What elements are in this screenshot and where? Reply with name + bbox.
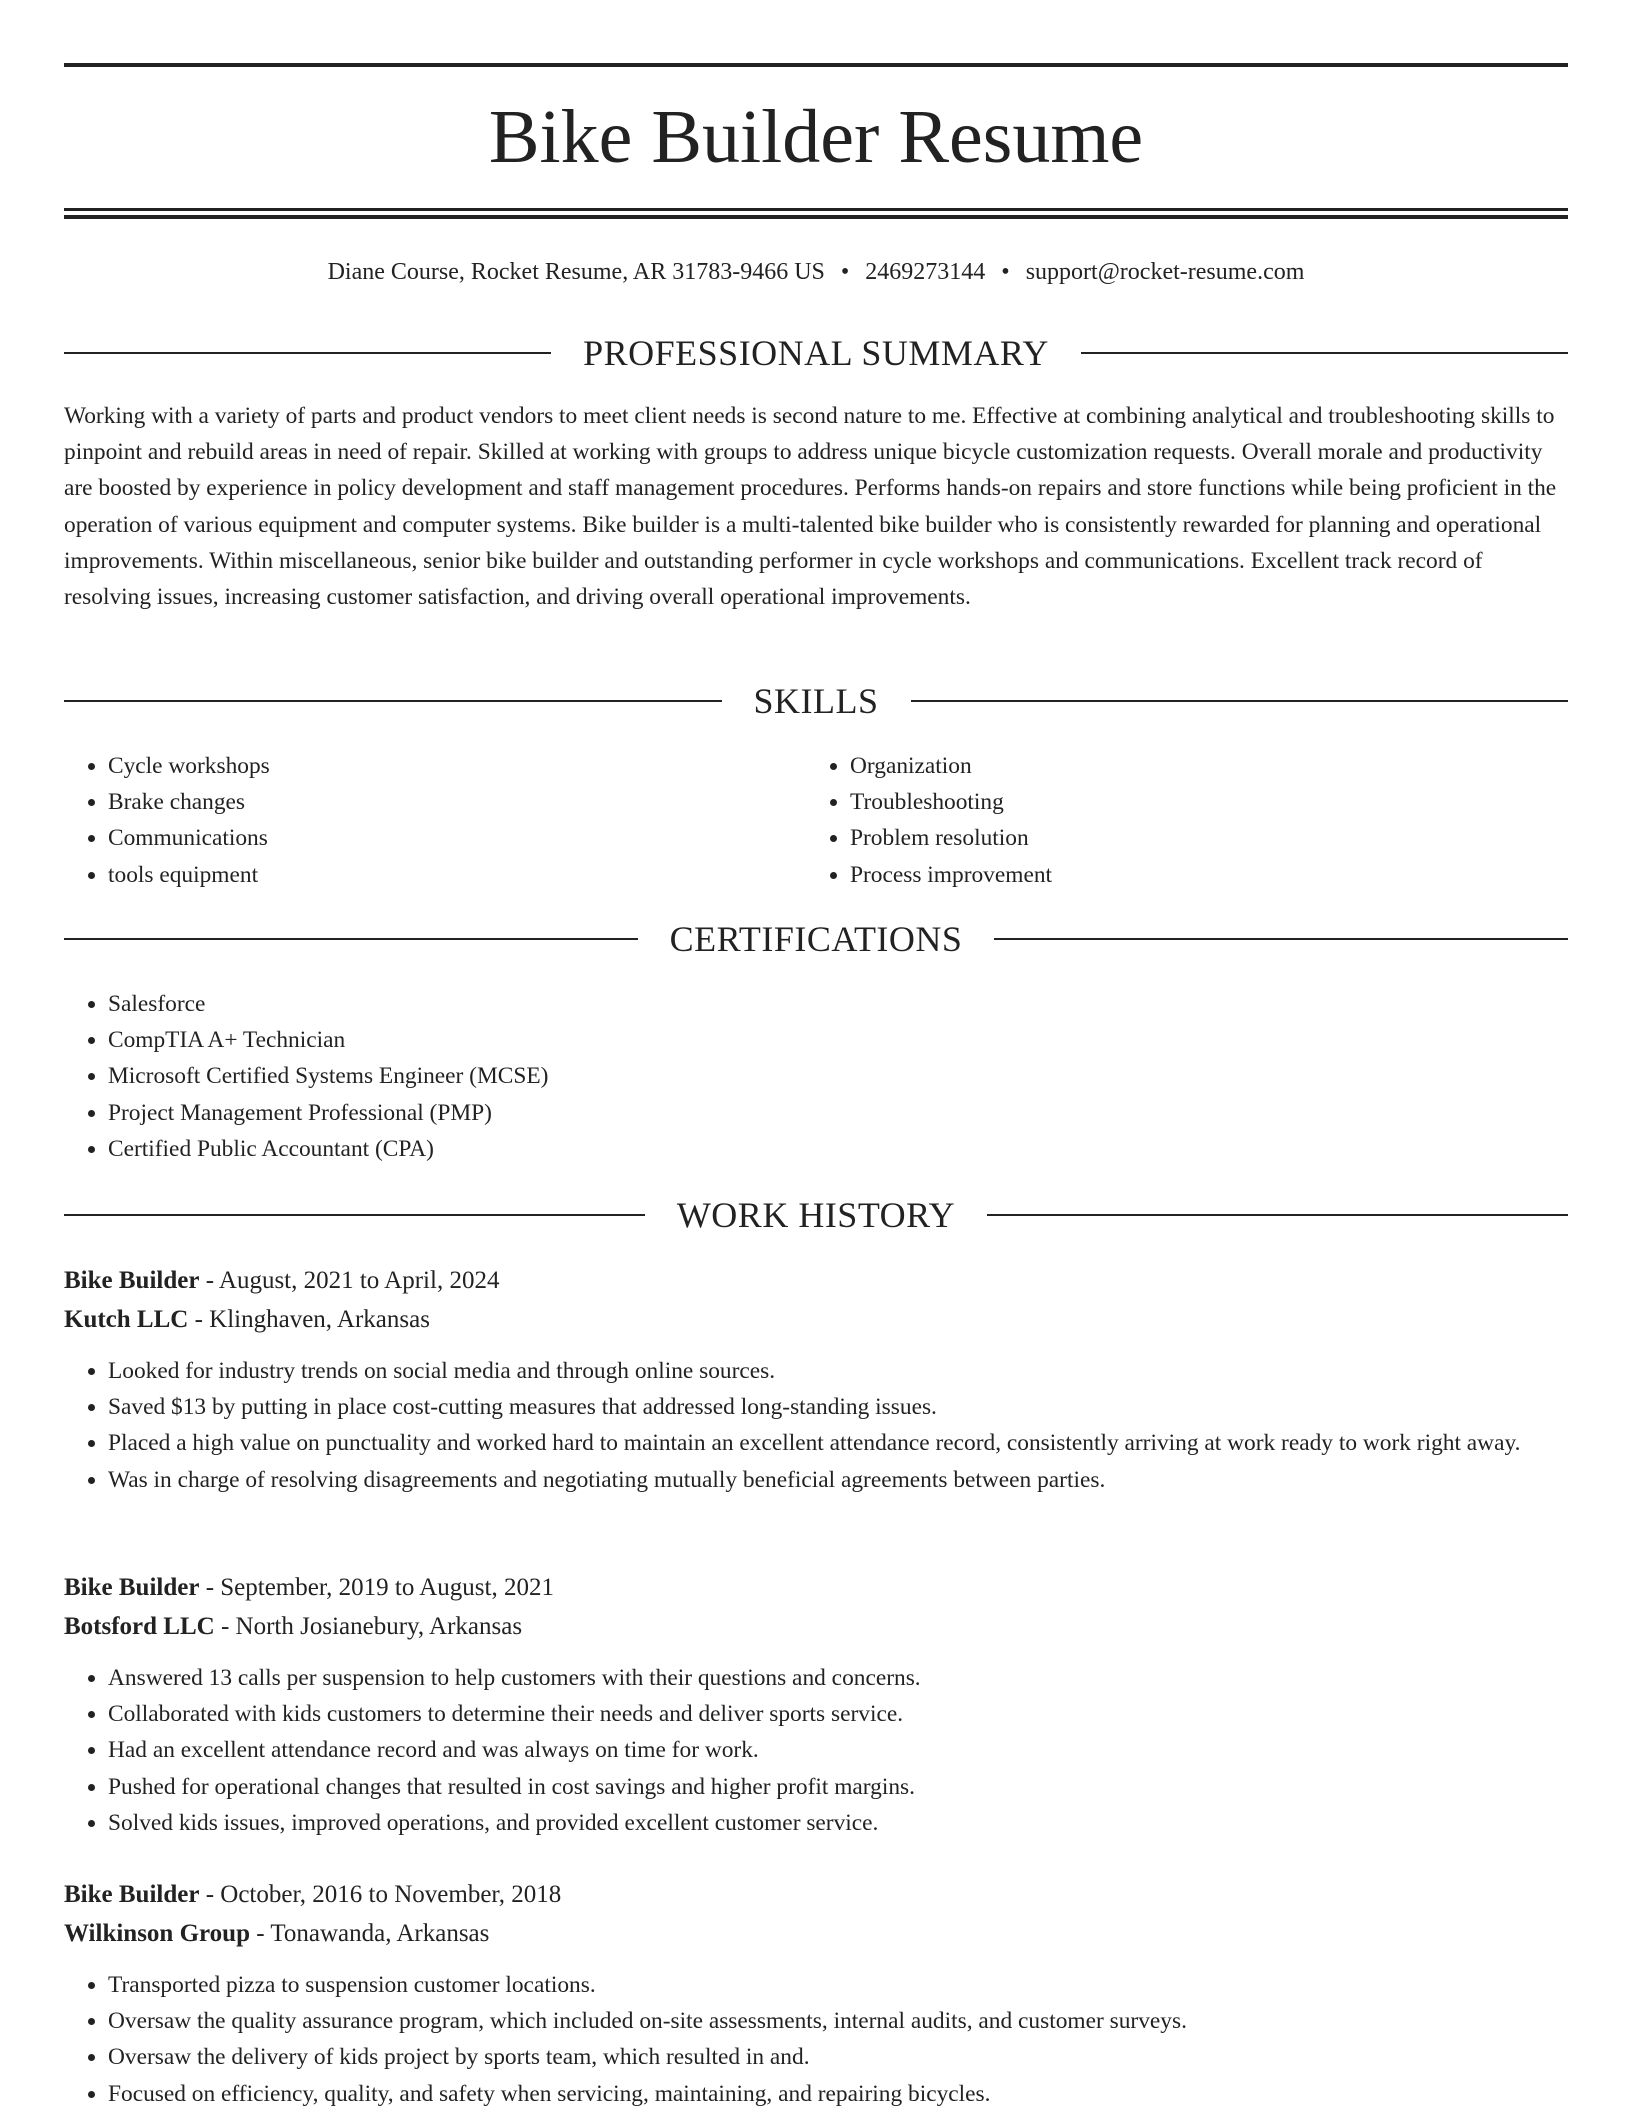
skill-item: • Troubleshooting [850, 784, 1548, 820]
job-bullets [64, 1353, 1568, 1498]
job-bullet: • Was in charge of resolving disagreements and negotiating mutually beneficial agreements between parties. [108, 1462, 1568, 1498]
header-double-rule-upper [64, 208, 1568, 211]
job-bullet: • Transported pizza to suspension customer locations. [108, 1967, 1568, 2003]
resume-title: Bike Builder Resume [488, 95, 1144, 179]
job-bullet: • Saved $13 by putting in place cost-cutting measures that addressed long-standing issues. [108, 1389, 1568, 1425]
work-history-heading: WORK HISTORY [676, 1195, 956, 1235]
certification-item: • Microsoft Certified Systems Engineer (MCSE) [108, 1058, 1568, 1094]
skills-section-heading [64, 681, 1568, 721]
contact-line [64, 254, 1568, 290]
job-bullet: • Solved kids issues, improved operations, and provided excellent customer service. [108, 1805, 1568, 1841]
job-bullet: • Placed a high value on punctuality and worked hard to maintain an excellent attendance record, consistently arriving at work ready to work right away. [108, 1425, 1568, 1461]
job-bullets [64, 1660, 1568, 1841]
certification-item: • CompTIA A+ Technician [108, 1022, 1568, 1058]
job-title-line [64, 1568, 1568, 1607]
job-dates: - September, 2019 to August, 2021 [199, 1574, 554, 1601]
summary-heading: PROFESSIONAL SUMMARY [583, 333, 1049, 373]
job-entry [64, 1875, 1568, 2112]
job-bullet: • Pushed for operational changes that resulted in cost savings and higher profit margins. [108, 1769, 1568, 1805]
summary-text: Working with a variety of parts and product vendors to meet client needs is second nature to me. Effective at combining analytical and troubleshooting skills to pinpoint and rebuild areas in need of repair. Skilled at working with groups to address unique bicycle customization requests. Overall morale and productivity are boosted by experience in policy development and staff management procedures. Performs hands-on repairs and store functions while being proficient in the operation of various equipment and computer systems. Bike builder is a multi-talented bike builder who is consistently rewarded for planning and operational improvements. Within miscellaneous, senior bike builder and outstanding performer in cycle workshops and communications. Excellent track record of resolving issues, increasing customer satisfaction, and driving overall operational improvements. [64, 403, 1557, 611]
job-company-line [64, 1607, 1568, 1646]
job-company: Wilkinson Group [64, 1920, 250, 1947]
certification-item: • Salesforce [108, 986, 1568, 1022]
heading-rule-right [987, 1214, 1568, 1216]
header-double-rule-lower [64, 215, 1568, 219]
skills-list [64, 748, 1568, 893]
summary-section-heading [64, 333, 1568, 373]
skill-item: • Process improvement [850, 857, 1548, 893]
skill-item: • Problem resolution [850, 820, 1548, 856]
contact-address: Diane Course, Rocket Resume, AR 31783-9466 US [327, 259, 825, 285]
heading-rule-right [994, 938, 1568, 940]
contact-email: support@rocket-resume.com [1025, 259, 1305, 285]
certification-item: • Certified Public Accountant (CPA) [108, 1131, 1568, 1167]
certifications-heading: CERTIFICATIONS [669, 919, 963, 959]
job-bullet: • Focused on efficiency, quality, and safety when servicing, maintaining, and repairing bicycles. [108, 2076, 1568, 2112]
certifications-section-heading [64, 919, 1568, 959]
job-bullet: • Oversaw the delivery of kids project by sports team, which resulted in and. [108, 2039, 1568, 2075]
certifications-list [64, 986, 1568, 1167]
job-title-line [64, 1261, 1568, 1300]
job-title: Bike Builder [64, 1881, 200, 1908]
job-bullet: • Collaborated with kids customers to determine their needs and deliver sports service. [108, 1696, 1568, 1732]
heading-rule-left [64, 700, 722, 702]
job-bullet: • Oversaw the quality assurance program, which included on-site assessments, internal audits, and customer surveys. [108, 2003, 1568, 2039]
job-bullet: • Looked for industry trends on social media and through online sources. [108, 1353, 1568, 1389]
job-bullet: • Answered 13 calls per suspension to help customers with their questions and concerns. [108, 1660, 1568, 1696]
heading-rule-left [64, 1214, 645, 1216]
skills-column-left [64, 748, 806, 893]
skills-heading: SKILLS [753, 681, 879, 721]
job-company: Botsford LLC [64, 1613, 215, 1640]
job-title: Bike Builder [64, 1267, 200, 1294]
heading-rule-left [64, 938, 638, 940]
skills-column-right [806, 748, 1548, 893]
job-company: Kutch LLC [64, 1306, 189, 1333]
job-dates: - August, 2021 to April, 2024 [199, 1267, 500, 1294]
job-title-line [64, 1875, 1568, 1914]
skill-item: • Brake changes [108, 784, 806, 820]
contact-separator: • [1001, 259, 1010, 285]
job-dates: - October, 2016 to November, 2018 [199, 1881, 562, 1908]
heading-rule-right [911, 700, 1569, 702]
job-company-line [64, 1914, 1568, 1953]
job-company-line [64, 1300, 1568, 1339]
job-location: - North Josianebury, Arkansas [214, 1613, 523, 1640]
job-bullet: • Had an excellent attendance record and was always on time for work. [108, 1732, 1568, 1768]
contact-phone: 2469273144 [865, 259, 986, 285]
job-entry [64, 1568, 1568, 1841]
skill-item: • Cycle workshops [108, 748, 806, 784]
job-title: Bike Builder [64, 1574, 200, 1601]
heading-rule-right [1081, 352, 1568, 354]
job-location: - Tonawanda, Arkansas [249, 1920, 490, 1947]
skill-item: • Communications [108, 820, 806, 856]
job-entry [64, 1261, 1568, 1498]
skill-item: • tools equipment [108, 857, 806, 893]
job-bullets [64, 1967, 1568, 2112]
contact-separator: • [840, 259, 850, 285]
work-history-section-heading [64, 1195, 1568, 1235]
certification-item: • Project Management Professional (PMP) [108, 1095, 1568, 1131]
header-top-rule [64, 63, 1568, 67]
job-location: - Klinghaven, Arkansas [188, 1306, 430, 1333]
skill-item: • Organization [850, 748, 1548, 784]
heading-rule-left [64, 352, 551, 354]
